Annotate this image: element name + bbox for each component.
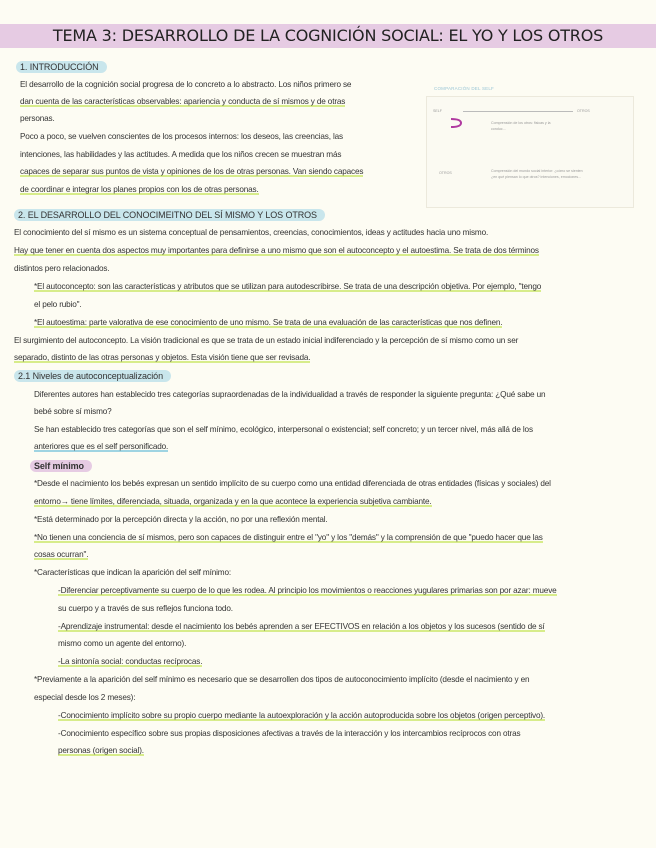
page-title: TEMA 3: DESARROLLO DE LA COGNICIÓN SOCIAL: EL YO Y LOS OTROS [52, 26, 604, 45]
figure-label: OTROS [577, 109, 590, 113]
self-line: *Desde el nacimiento los bebés expresan un sentido implícito de su cuerpo como una entidad diferenciada de otras entidades (físicas y sociales) del [34, 479, 551, 488]
body-line: separado, distinto de las otras personas y objetos. Esta visión tiene que ser revisada. [14, 353, 311, 362]
figure-box [426, 96, 634, 208]
intro-line: de coordinar e integrar los planes propios con los de otras personas. [20, 185, 259, 194]
body-line: bebé sobre sí mismo? [34, 407, 112, 416]
body-line: *El autoconcepto: son las características y atributos que se utilizan para autodescribirse. Se trata de una descripción objetiva. Por ejemplo, "tengo [34, 282, 542, 291]
self-line: mismo como un agente del entorno). [58, 639, 187, 648]
self-line: -Diferenciar perceptivamente su cuerpo de lo que les rodea. Al principio los movimientos o reacciones yugulares primarias son por azar: mueve [58, 586, 557, 595]
self-line: -Conocimiento específico sobre sus propias disposiciones afectivas a través de la interacción y los intercambios recíprocos con otras [58, 729, 521, 738]
intro-line: personas. [20, 114, 55, 123]
figure-text: Comprensión de los otros: fisicas y la [491, 121, 551, 125]
self-line: cosas ocurran". [34, 550, 89, 559]
section-heading-desarrollo: 2. EL DESARROLLO DEL CONOCIMEITNO DEL SÍ MISMO Y LOS OTROS [14, 209, 325, 221]
self-line: *Características que indican la aparición del self mínimo: [34, 568, 231, 577]
intro-line: Poco a poco, se vuelven conscientes de los procesos internos: los deseos, las creencias, las [20, 132, 343, 141]
body-line: Diferentes autores han establecido tres categorías supraordenadas de la individualidad a través de responder la siguiente pregunta: ¿Qué sabe un [34, 390, 546, 399]
self-line: -Aprendizaje instrumental: desde el nacimiento los bebés aprenden a ser EFECTIVOS en relación a los objetos y los sucesos (sentido de sí [58, 622, 545, 631]
figure-label: OTROS [439, 171, 452, 175]
self-line: especial desde los 2 meses): [34, 693, 136, 702]
self-line: *No tienen una conciencia de sí mismos, pero son capaces de distinguir entre el "yo" y los "demás" y la comprensión de que "puedo hacer que las [34, 533, 543, 542]
body-line: El surgimiento del autoconcepto. La visión tradicional es que se trata de un estado inicial indiferenciado y la percepción de sí mismo como un ser [14, 336, 519, 345]
body-line: Hay que tener en cuenta dos aspectos muy importantes para definirse a uno mismo que son el autoconcepto y el autoestima. Se trata de dos términos [14, 246, 539, 255]
body-line: Se han establecido tres categorías que son el self mínimo, ecológico, interpersonal o existencial; self concreto; y un tercer nivel, más allá de los [34, 425, 533, 434]
curved-arrow-icon [449, 117, 463, 129]
figure-text: Comprensión del mundo social interior: ¿cómo se sienten [491, 169, 583, 173]
body-line: anteriores que es el self personificado. [34, 442, 169, 451]
figure-text: conduc... [491, 127, 506, 131]
section-heading-niveles: 2.1 Niveles de autoconceptualización [14, 370, 171, 382]
intro-line: intenciones, las habilidades y las actitudes. A medida que los niños crecen se muestran más [20, 150, 342, 159]
body-line: el pelo rubio". [34, 300, 82, 309]
self-line: -Conocimiento implícito sobre su propio cuerpo mediante la autoexploración y la acción autoproducida sobre los objetos (origen perceptivo). [58, 711, 546, 720]
self-comparison-figure [426, 86, 632, 208]
subheading-self-minimo: Self mínimo [30, 460, 92, 472]
intro-line: dan cuenta de las características observables: apariencia y conducta de sí mismos y de otras [20, 97, 346, 106]
body-line: *El autoestima: parte valorativa de ese conocimiento de uno mismo. Se trata de una evaluación de las características que nos definen. [34, 318, 503, 327]
self-line: entorno→ tiene límites, diferenciada, situada, organizada y en la que acontece la experiencia subjetiva cambiante. [34, 497, 432, 506]
self-line: su cuerpo y a través de sus reflejos funciona todo. [58, 604, 233, 613]
figure-divider [463, 111, 573, 112]
self-line: -La sintonía social: conductas recíprocas. [58, 657, 203, 666]
figure-text: ¿en qué piensan lo que otros? intenciones, emociones... [491, 175, 582, 179]
body-line: distintos pero relacionados. [14, 264, 110, 273]
self-line: *Previamente a la aparición del self mínimo es necesario que se desarrollen dos tipos de autoconocimiento implícito (desde el nacimiento y en [34, 675, 530, 684]
intro-line: capaces de separar sus puntos de vista y opiniones de los de otras personas. Van siendo capaces [20, 167, 364, 176]
figure-title: COMPARACIÓN DEL SELF [434, 86, 495, 91]
intro-line: El desarrollo de la cognición social progresa de lo concreto a lo abstracto. Los niños primero se [20, 80, 352, 89]
figure-label: SELF [433, 109, 442, 113]
section-heading-introduccion: 1. INTRODUCCIÓN [16, 61, 107, 73]
self-line: personas (origen social). [58, 746, 144, 755]
self-line: *Está determinado por la percepción directa y la acción, no por una reflexión mental. [34, 515, 328, 524]
body-line: El conocimiento del sí mismo es un sistema conceptual de pensamientos, creencias, conocimientos, ideas y actitudes hacia uno mismo. [14, 228, 489, 237]
